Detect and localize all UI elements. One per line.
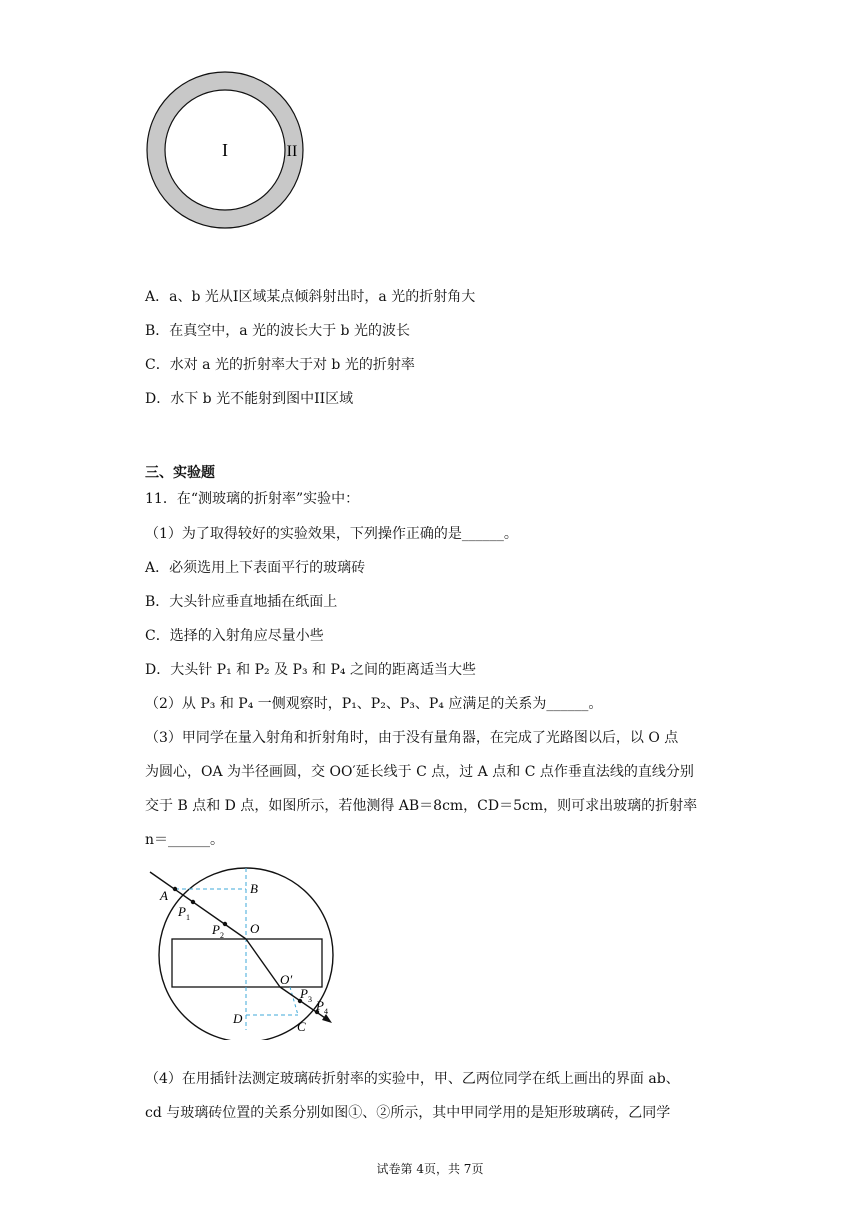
q11-part4-line1: （4）在用插针法测定玻璃砖折射率的实验中，甲、乙两位同学在纸上画出的界面 ab、 [145, 1071, 680, 1087]
label-o: O [250, 921, 260, 936]
section-title: 三、实验题 [145, 465, 215, 481]
label-p1: $P_1$ [178, 904, 190, 922]
c-drop-line [290, 987, 298, 1015]
q11-part3-line4: n＝______。 [145, 832, 225, 848]
q11-part1: （1）为了取得较好的实验效果，下列操作正确的是______。 [145, 526, 518, 542]
label-a: A [160, 888, 168, 903]
pin-p1-dot [191, 900, 195, 904]
q11-part1-option-c: C．选择的入射角应尽量小些 [145, 628, 324, 644]
ring-figure [145, 70, 315, 235]
q10-option-b: B．在真空中，a 光的波长大于 b 光的波长 [145, 323, 410, 339]
page-footer: 试卷第 4页，共 7页 [376, 1162, 484, 1176]
point-a-dot [173, 887, 177, 891]
glass-block [172, 939, 322, 987]
q11-part3-line3: 交于 B 点和 D 点，如图所示，若他测得 AB＝8cm，CD＝5cm，则可求出玻璃的折射率 [145, 798, 698, 814]
label-p2: $P_2$ [212, 922, 224, 940]
q11-part1-option-d: D．大头针 P₁ 和 P₂ 及 P₃ 和 P₄ 之间的距离适当大些 [145, 662, 476, 678]
region-i-label: I [222, 140, 228, 160]
label-c: C [297, 1019, 306, 1034]
q10-option-d: D．水下 b 光不能射到图中II区域 [145, 391, 354, 407]
label-d: D [233, 1011, 243, 1026]
label-p3: $P_3$ [300, 986, 312, 1004]
q11-part1-option-b: B．大头针应垂直地插在纸面上 [145, 594, 338, 610]
q10-option-c: C．水对 a 光的折射率大于对 b 光的折射率 [145, 357, 415, 373]
label-b: B [250, 881, 258, 896]
region-ii-label: II [286, 143, 298, 160]
q11-part3-line2: 为圆心，OA 为半径画圆，交 OO′延长线于 C 点，过 A 点和 C 点作垂直法线的直线分别 [145, 764, 694, 780]
q11-part2: （2）从 P₃ 和 P₄ 一侧观察时，P₁、P₂、P₃、P₄ 应满足的关系为______。 [145, 696, 603, 712]
q11-stem: 11．在“测玻璃的折射率”实验中： [145, 491, 360, 507]
label-o-prime: O′ [280, 972, 293, 987]
label-p4: $P_4$ [316, 998, 328, 1016]
refracted-ray [246, 939, 280, 987]
q11-part4-line2: cd 与玻璃砖位置的关系分别如图①、②所示，其中甲同学用的是矩形玻璃砖，乙同学 [145, 1105, 671, 1121]
q11-part1-option-a: A．必须选用上下表面平行的玻璃砖 [145, 560, 366, 576]
refraction-diagram [140, 860, 350, 1040]
q11-part3-line1: （3）甲同学在量入射角和折射角时，由于没有量角器，在完成了光路图以后，以 O 点 [145, 730, 679, 746]
q10-option-a: A．a、b 光从I区域某点倾斜射出时，a 光的折射角大 [145, 289, 476, 305]
pin-p2-dot [223, 922, 227, 926]
